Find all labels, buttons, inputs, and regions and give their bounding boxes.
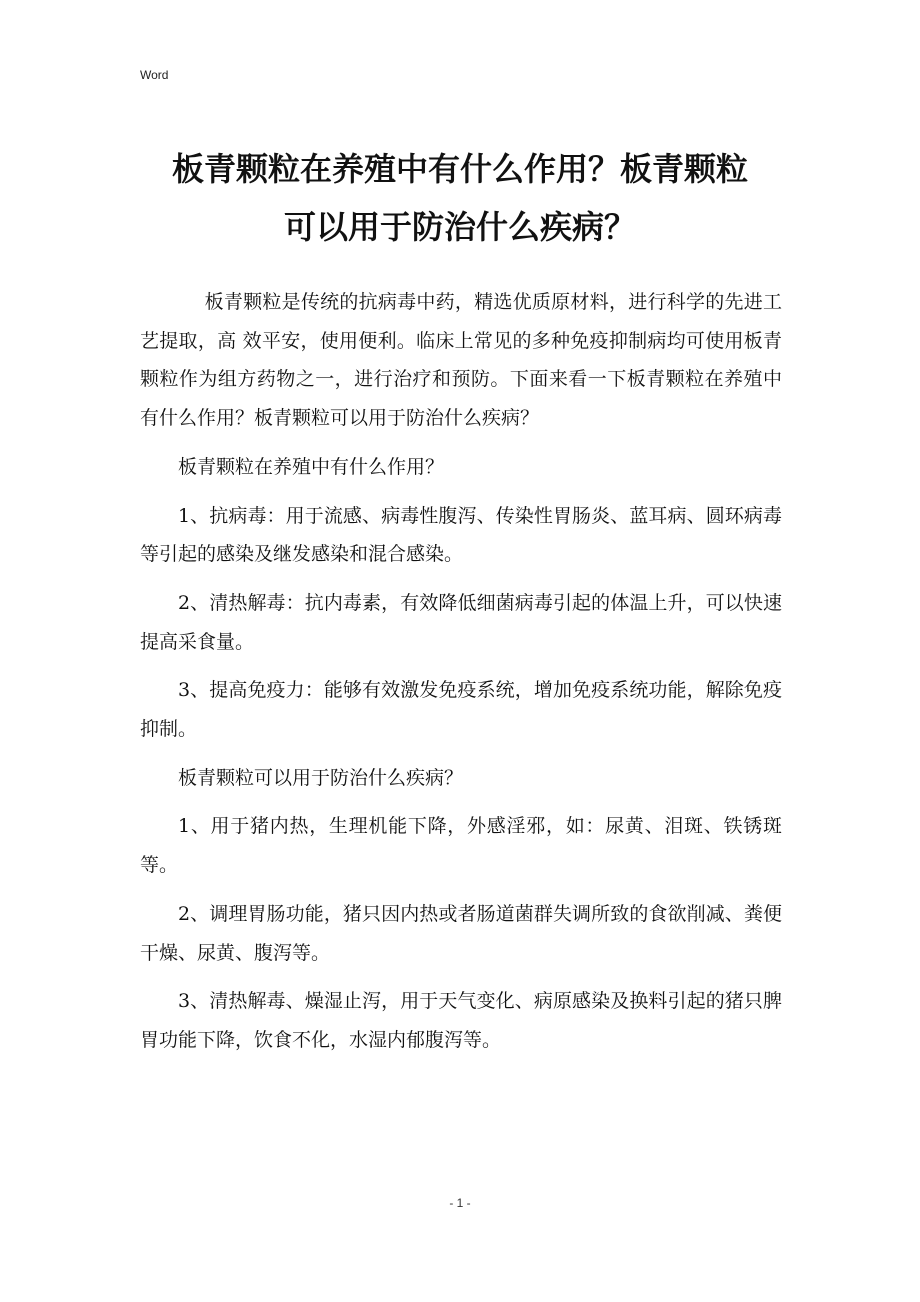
effect-item-1: 1、抗病毒：用于流感、病毒性腹泻、传染性胃肠炎、蓝耳病、圆环病毒等引起的感染及继发感染和混合感染。 xyxy=(140,504,782,566)
header-label: Word xyxy=(140,68,169,82)
title-line-1: 板青颗粒在养殖中有什么作用？板青颗粒 xyxy=(171,150,748,188)
disease-item-2: 2、调理胃肠功能，猪只因内热或者肠道菌群失调所致的食欲削减、粪便干燥、尿黄、腹泻等。 xyxy=(140,902,782,964)
disease-item-3: 3、清热解毒、燥湿止泻，用于天气变化、病原感染及换料引起的猪只脾胃功能下降，饮食不化，水湿内郁腹泻等。 xyxy=(140,990,782,1051)
disease-item-1: 1、用于猪内热，生理机能下降，外感淫邪，如：尿黄、泪斑、铁锈斑等。 xyxy=(140,815,782,877)
title-line-2: 可以用于防治什么疾病？ xyxy=(283,208,636,246)
document-body xyxy=(140,283,782,1070)
effect-item-2: 2、清热解毒：抗内毒素，有效降低细菌病毒引起的体温上升，可以快速提高采食量。 xyxy=(140,591,782,653)
intro-paragraph: 板青颗粒是传统的抗病毒中药，精选优质原材料，进行科学的先进工艺提取，高 效平安，使用便利。临床上常见的多种免疫抑制病均可使用板青颗粒作为组方药物之一，进行治疗和预防。下面来看一下板青颗粒在养殖中有什么作用？板青颗粒可以用于防治什么疾病？ xyxy=(140,291,782,430)
effect-item-3: 3、提高免疫力：能够有效激发免疫系统，增加免疫系统功能，解除免疫抑制。 xyxy=(140,679,782,741)
section-heading-diseases: 板青颗粒可以用于防治什么疾病？ xyxy=(178,766,464,789)
section-heading-effects: 板青颗粒在养殖中有什么作用？ xyxy=(178,455,445,478)
page-number: - 1 - xyxy=(449,1196,471,1210)
document-title xyxy=(120,140,800,256)
